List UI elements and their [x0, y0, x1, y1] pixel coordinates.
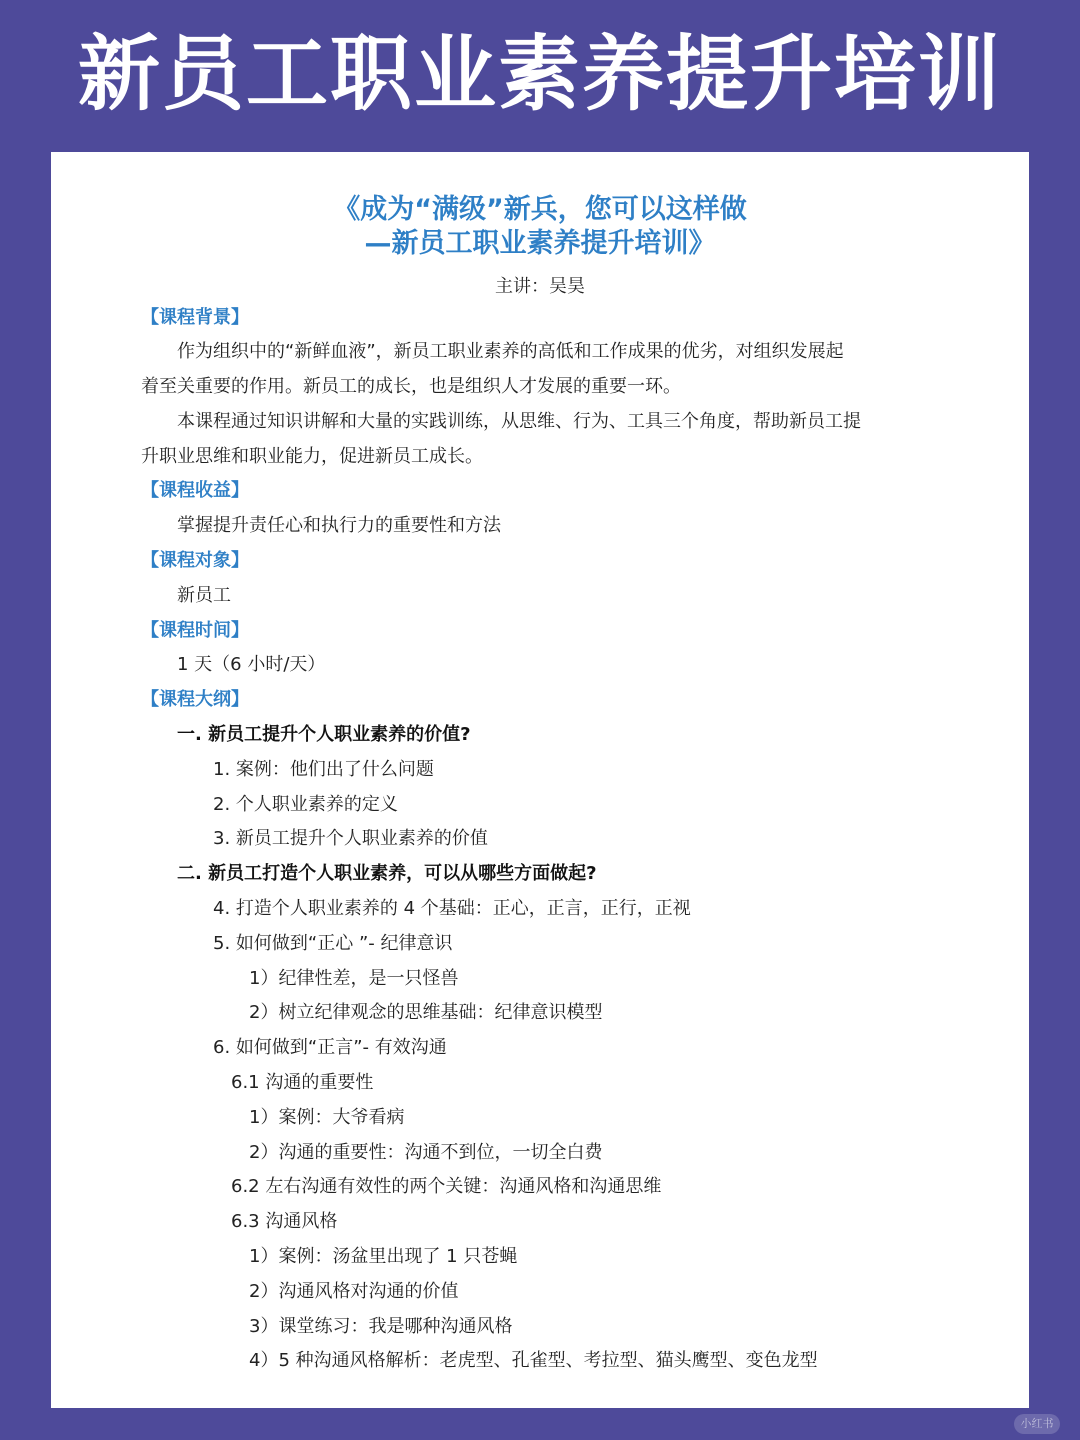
outline-item: 6. 如何做到“正言”- 有效沟通 — [213, 1037, 447, 1058]
outline-subitem: 1）案例：汤盆里出现了 1 只苍蝇 — [249, 1246, 518, 1267]
background-paragraph-1-line-1: 作为组织中的“新鲜血液”，新员工职业素养的高低和工作成果的优劣，对组织发展起 — [177, 341, 844, 362]
outline-item: 1. 案例：他们出了什么问题 — [213, 759, 434, 780]
outline-item: 2. 个人职业素养的定义 — [213, 794, 398, 815]
outline-subitem: 4）5 种沟通风格解析：老虎型、孔雀型、考拉型、猫头鹰型、变色龙型 — [249, 1350, 818, 1371]
background-paragraph-2-line-2: 升职业思维和职业能力，促进新员工成长。 — [141, 446, 483, 467]
outline-subitem: 2）沟通的重要性：沟通不到位，一切全白费 — [249, 1142, 603, 1163]
outline-item: 3. 新员工提升个人职业素养的价值 — [213, 828, 488, 849]
section-heading-background: 【课程背景】 — [141, 307, 249, 328]
section-heading-outline: 【课程大纲】 — [141, 689, 249, 710]
outline-subitem: 1）纪律性差，是一只怪兽 — [249, 968, 459, 989]
outline-part-1-title: 一. 新员工提升个人职业素养的价值? — [177, 724, 471, 745]
document-title-line-1: 《成为“满级”新兵，您可以这样做 — [333, 194, 747, 225]
outline-part-2-title: 二. 新员工打造个人职业素养，可以从哪些方面做起? — [177, 863, 597, 884]
document-title-line-2: —新员工职业素养提升培训》 — [364, 228, 716, 259]
lecturer: 主讲：吴昊 — [495, 276, 585, 297]
header-banner — [0, 0, 1080, 150]
section-heading-audience: 【课程对象】 — [141, 550, 249, 571]
outline-subsection: 6.2 左右沟通有效性的两个关键：沟通风格和沟通思维 — [231, 1176, 662, 1197]
outline-subitem: 2）沟通风格对沟通的价值 — [249, 1281, 459, 1302]
section-heading-benefits: 【课程收益】 — [141, 480, 249, 501]
section-heading-duration: 【课程时间】 — [141, 620, 249, 641]
audience-text: 新员工 — [177, 585, 231, 606]
watermark: 小红书 — [1014, 1414, 1060, 1434]
background-paragraph-1-line-2: 着至关重要的作用。新员工的成长，也是组织人才发展的重要一环。 — [141, 376, 681, 397]
outline-subitem: 2）树立纪律观念的思维基础：纪律意识模型 — [249, 1002, 603, 1023]
outline-subitem: 3）课堂练习：我是哪种沟通风格 — [249, 1316, 513, 1337]
outline-item: 5. 如何做到“正心 ”- 纪律意识 — [213, 933, 453, 954]
document-page — [51, 152, 1029, 1408]
duration-text: 1 天（6 小时/天） — [177, 654, 326, 675]
outline-subsection: 6.1 沟通的重要性 — [231, 1072, 374, 1093]
outline-subitem: 1）案例：大爷看病 — [249, 1107, 405, 1128]
outline-subsection: 6.3 沟通风格 — [231, 1211, 338, 1232]
background-paragraph-2-line-1: 本课程通过知识讲解和大量的实践训练，从思维、行为、工具三个角度，帮助新员工提 — [177, 411, 861, 432]
banner-title: 新员工职业素养提升培训 — [77, 27, 1002, 122]
benefits-text: 掌握提升责任心和执行力的重要性和方法 — [177, 515, 501, 536]
outline-item: 4. 打造个人职业素养的 4 个基础：正心，正言，正行，正视 — [213, 898, 691, 919]
